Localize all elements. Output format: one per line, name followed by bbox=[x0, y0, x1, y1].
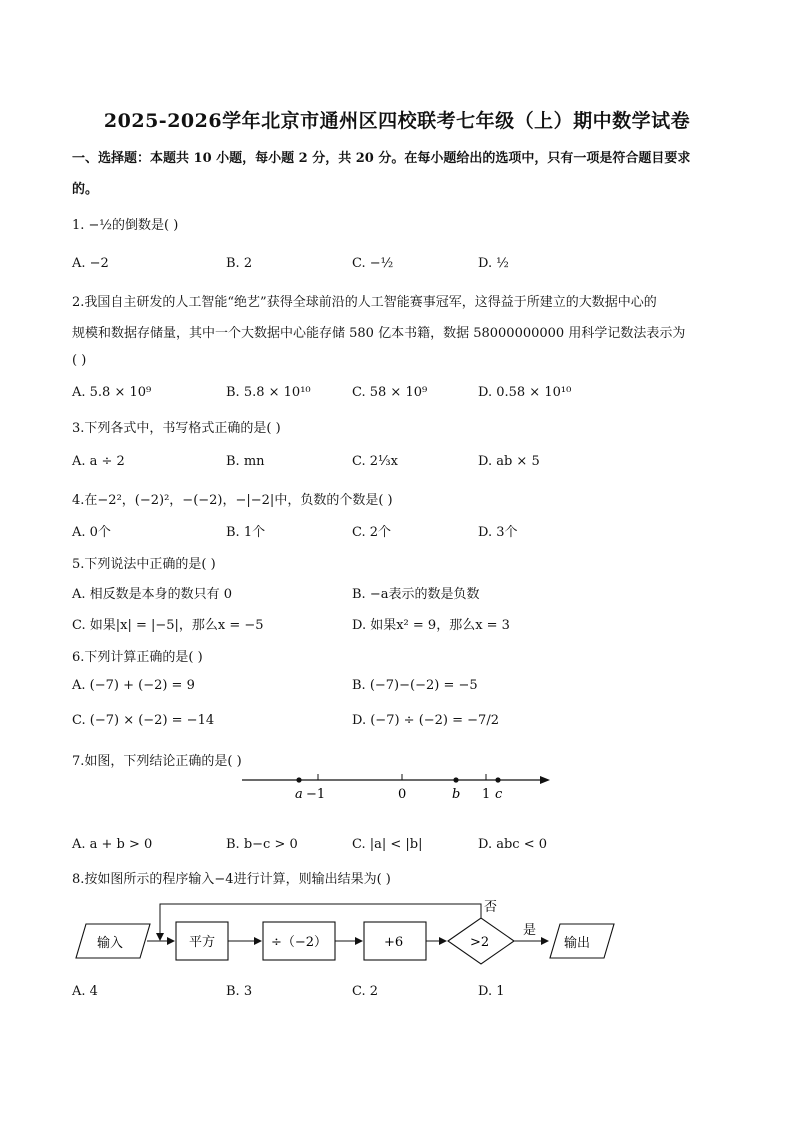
question-2-stem-line3: ( ) bbox=[72, 353, 87, 368]
label-zero: 0 bbox=[398, 787, 407, 802]
section-instructions-line1: 一、选择题：本题共 10 小题，每小题 2 分，共 20 分。在每小题给出的选项中，只有一项是符合题目要求 bbox=[72, 151, 691, 166]
label-one: 1 bbox=[482, 787, 491, 802]
question-1-option-b: B. 2 bbox=[226, 256, 253, 271]
question-8-option-a: A. 4 bbox=[72, 984, 98, 999]
question-4-option-a: A. 0个 bbox=[72, 525, 111, 540]
question-7-option-a: A. a + b > 0 bbox=[72, 837, 153, 852]
question-7-option-c: C. |a| < |b| bbox=[352, 837, 423, 852]
question-4-stem: 4.在−2²，(−2)²，−(−2)，−|−2|中，负数的个数是( ) bbox=[72, 493, 393, 508]
question-6-option-c: C. (−7) × (−2) = −14 bbox=[72, 713, 215, 728]
question-5-option-d: D. 如果x² = 9，那么x = 3 bbox=[352, 618, 510, 633]
question-4-option-c: C. 2个 bbox=[352, 525, 392, 540]
question-8-option-d: D. 1 bbox=[478, 984, 505, 999]
page-title: 2025-2026学年北京市通州区四校联考七年级（上）期中数学试卷 bbox=[103, 110, 691, 132]
question-2-stem-line2: 规模和数据存储量，其中一个大数据中心能存储 580 亿本书籍，数据 58000000000 用科学记数法表示为 bbox=[72, 326, 686, 341]
question-8-option-c: C. 2 bbox=[352, 984, 379, 999]
question-6-option-a: A. (−7) + (−2) = 9 bbox=[72, 678, 195, 693]
question-2-option-d: D. 0.58 × 10¹⁰ bbox=[478, 385, 572, 400]
flow-no-label: 否 bbox=[484, 900, 498, 915]
question-1-option-a: A. −2 bbox=[72, 256, 109, 271]
point-b bbox=[453, 777, 458, 782]
question-5-stem: 5.下列说法中正确的是( ) bbox=[72, 557, 216, 572]
question-6-option-b: B. (−7)−(−2) = −5 bbox=[352, 678, 478, 693]
point-a bbox=[296, 777, 301, 782]
flow-divide-label: ÷（−2） bbox=[271, 935, 328, 950]
label-a: a bbox=[295, 787, 303, 802]
flow-output-label: 输出 bbox=[564, 936, 591, 951]
flow-input-label: 输入 bbox=[97, 936, 124, 951]
number-line-arrow bbox=[540, 776, 550, 784]
label-c: c bbox=[495, 787, 503, 802]
question-2-option-c: C. 58 × 10⁹ bbox=[352, 385, 428, 400]
question-3-stem: 3.下列各式中，书写格式正确的是( ) bbox=[72, 421, 281, 436]
flow-decision-label: >2 bbox=[470, 935, 490, 950]
question-5-option-b: B. −a表示的数是负数 bbox=[352, 587, 480, 602]
question-3-option-b: B. mn bbox=[226, 454, 265, 469]
question-7-option-b: B. b−c > 0 bbox=[226, 837, 298, 852]
question-6-stem: 6.下列计算正确的是( ) bbox=[72, 650, 203, 665]
question-7-stem: 7.如图，下列结论正确的是( ) bbox=[72, 754, 242, 769]
question-1-option-d: D. ½ bbox=[478, 256, 509, 271]
question-8-option-b: B. 3 bbox=[226, 984, 253, 999]
flow-square-label: 平方 bbox=[189, 935, 216, 950]
question-7-option-d: D. abc < 0 bbox=[478, 837, 548, 852]
question-4-option-b: B. 1个 bbox=[226, 525, 266, 540]
question-8-stem: 8.按如图所示的程序输入−4进行计算，则输出结果为( ) bbox=[72, 872, 391, 887]
point-c bbox=[495, 777, 500, 782]
question-2-option-b: B. 5.8 × 10¹⁰ bbox=[226, 385, 311, 400]
flow-add-label: +6 bbox=[384, 935, 404, 950]
question-3-option-d: D. ab × 5 bbox=[478, 454, 540, 469]
question-2-option-a: A. 5.8 × 10⁹ bbox=[72, 385, 152, 400]
question-3-option-a: A. a ÷ 2 bbox=[72, 454, 125, 469]
question-2-stem-line1: 2.我国自主研发的人工智能“绝艺”获得全球前沿的人工智能赛事冠军，这得益于所建立的大数据中心的 bbox=[72, 295, 657, 310]
question-6-option-d: D. (−7) ÷ (−2) = −7/2 bbox=[352, 713, 499, 728]
question-4-option-d: D. 3个 bbox=[478, 525, 518, 540]
flowchart-figure bbox=[70, 894, 630, 976]
question-1-option-c: C. −½ bbox=[352, 256, 394, 271]
question-1-stem: 1. −½的倒数是( ) bbox=[72, 218, 179, 233]
section-instructions-line2: 的。 bbox=[72, 182, 99, 197]
label-b: b bbox=[452, 787, 461, 802]
question-3-option-c: C. 2⅓x bbox=[352, 454, 398, 469]
flow-yes-label: 是 bbox=[523, 923, 537, 938]
number-line-figure bbox=[236, 766, 556, 806]
question-5-option-c: C. 如果|x| = |−5|，那么x = −5 bbox=[72, 618, 264, 633]
question-5-option-a: A. 相反数是本身的数只有 0 bbox=[72, 587, 233, 602]
label-minus-one: −1 bbox=[306, 787, 326, 802]
